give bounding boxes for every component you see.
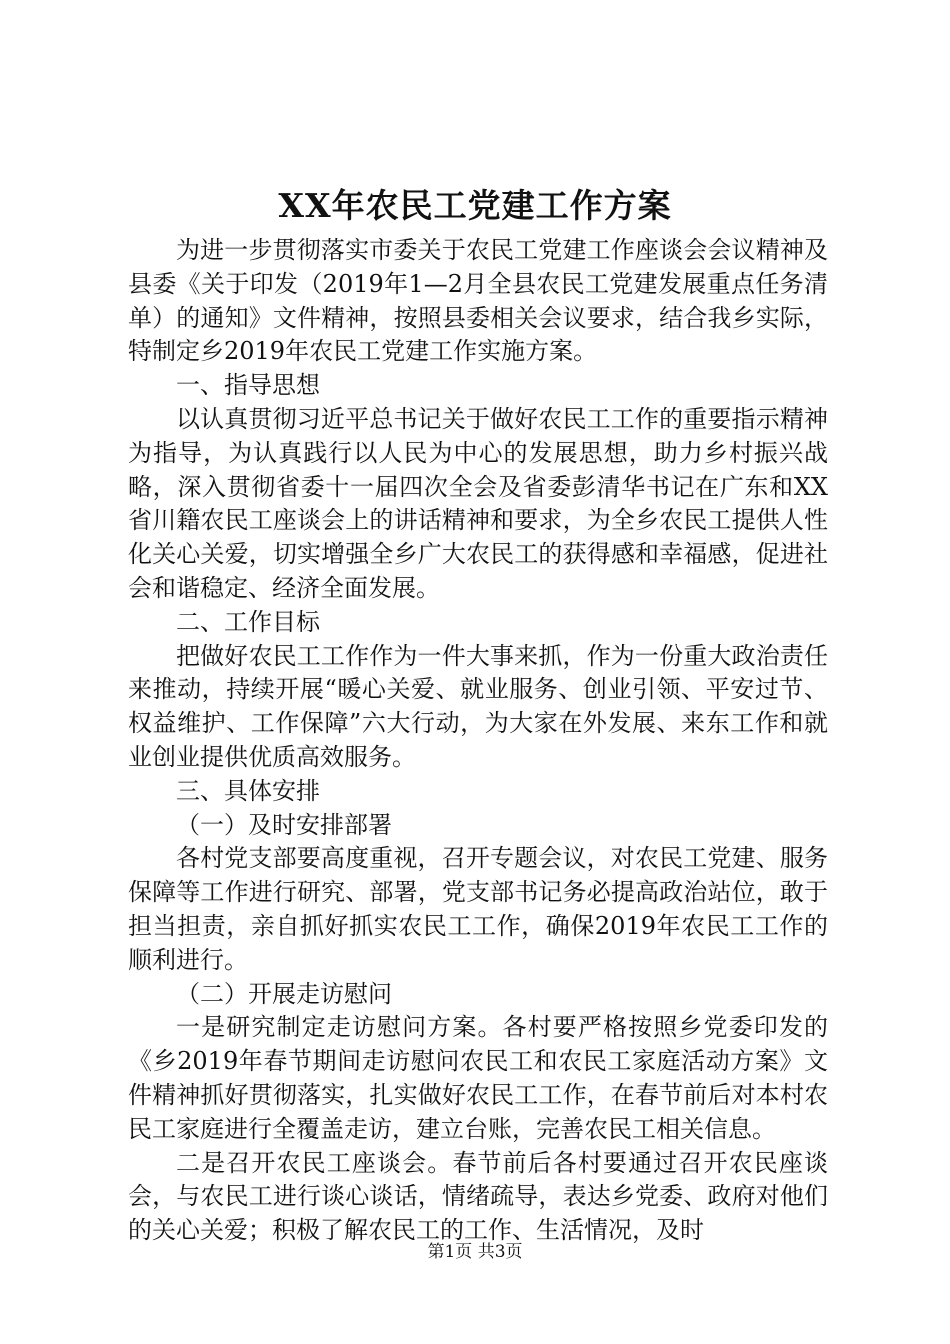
intro-paragraph: 为进一步贯彻落实市委关于农民工党建工作座谈会会议精神及县委《关于印发（2019年1—2月全县农民工党建发展重点任务清单）的通知》文件精神，按照县委相关会议要求，结合我乡实际，特制定乡2019年农民工党建工作实施方案。	[128, 236, 828, 366]
guiding-ideology-paragraph: 以认真贯彻习近平总书记关于做好农民工工作的重要指示精神为指导，为认真践行以人民为中心的发展思想，助力乡村振兴战略，深入贯彻省委十一届四次全会及省委彭清华书记在广东和XX省川籍农民工座谈会上的讲话精神和要求，为全乡农民工提供人性化关心关爱，切实增强全乡广大农民工的获得感和幸福感，促进社会和谐稳定、经济全面发展。	[128, 404, 828, 602]
section-heading-guiding-ideology: 一、指导思想	[176, 371, 320, 400]
subsection-heading-visits: （二）开展走访慰问	[176, 979, 392, 1008]
subsection-heading-deployment: （一）及时安排部署	[176, 810, 392, 839]
work-goals-paragraph: 把做好农民工工作作为一件大事来抓，作为一份重大政治责任来推动，持续开展“暖心关爱、就业服务、创业引领、平安过节、权益维护、工作保障”六大行动，为大家在外发展、来东工作和就业创业提供优质高效服务。	[128, 641, 828, 771]
visits-paragraph-1: 一是研究制定走访慰问方案。各村要严格按照乡党委印发的《乡2019年春节期间走访慰问农民工和农民工家庭活动方案》文件精神抓好贯彻落实，扎实做好农民工工作，在春节前后对本村农民工家庭进行全覆盖走访，建立台账，完善农民工相关信息。	[128, 1013, 828, 1143]
deployment-paragraph: 各村党支部要高度重视，召开专题会议，对农民工党建、服务保障等工作进行研究、部署，党支部书记务必提高政治站位，敢于担当担责，亲自抓好抓实农民工工作，确保2019年农民工工作的顺利进行。	[128, 844, 828, 974]
section-heading-work-goals: 二、工作目标	[176, 607, 320, 636]
section-heading-specific-arrangements: 三、具体安排	[176, 776, 320, 805]
page-number-footer: 第1页 共3页	[427, 1242, 523, 1262]
visits-paragraph-2: 二是召开农民工座谈会。春节前后各村要通过召开农民座谈会，与农民工进行谈心谈话，情绪疏导，表达乡党委、政府对他们的关心关爱；积极了解农民工的工作、生活情况，及时	[128, 1148, 828, 1245]
document-title: XX年农民工党建工作方案	[278, 186, 672, 225]
document-body	[128, 234, 828, 1248]
